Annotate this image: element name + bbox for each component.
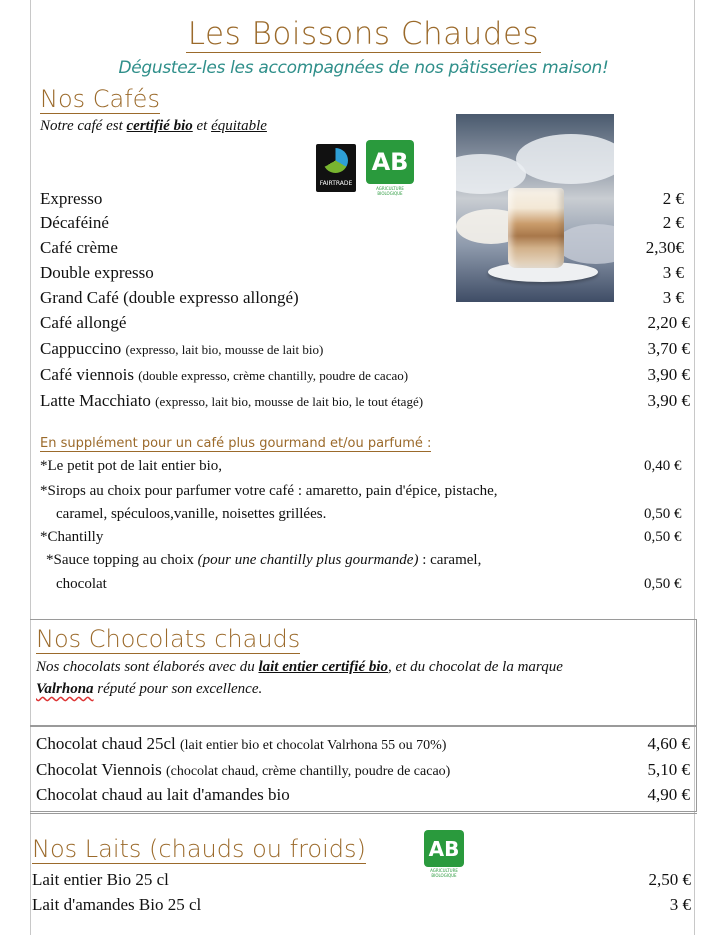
item-desc: (expresso, lait bio, mousse de lait bio, le tout étagé) bbox=[155, 394, 424, 409]
item-name: Expresso bbox=[40, 189, 103, 208]
menu-row bbox=[36, 734, 690, 758]
item-price: 2 € bbox=[662, 213, 684, 232]
chocolats-intro-bio: lait entier certifié bio bbox=[258, 659, 389, 675]
item-name bbox=[40, 339, 648, 359]
menu-row bbox=[40, 391, 690, 415]
chocolats-intro-c: , et du chocolat de la marque bbox=[388, 659, 563, 675]
supplement-line: chocolat bbox=[56, 576, 107, 592]
menu-title-text: Les Boissons Chaudes bbox=[187, 16, 540, 52]
supplement-text-b: (pour une chantilly plus gourmande) bbox=[197, 552, 419, 568]
item-name: Décaféiné bbox=[40, 213, 109, 232]
cafes-intro bbox=[40, 118, 267, 135]
cafes-heading bbox=[40, 85, 160, 113]
item-name-text: Cappuccino bbox=[40, 339, 122, 358]
supplements-heading-text: En supplément pour un café plus gourmand et/ou parfumé : bbox=[40, 436, 432, 451]
menu-row bbox=[40, 365, 690, 389]
supplement-line: *Chantilly bbox=[40, 529, 104, 545]
ab-organic-icon: AB bbox=[366, 140, 414, 184]
item-price: 3,70 € bbox=[647, 339, 690, 358]
item-name bbox=[40, 391, 648, 411]
menu-row bbox=[32, 870, 691, 894]
menu-row bbox=[40, 213, 684, 237]
item-name bbox=[36, 760, 648, 780]
menu-row bbox=[40, 263, 684, 287]
item-desc: (double expresso, crème chantilly, poudre de cacao) bbox=[138, 368, 409, 383]
item-price: 4,90 € bbox=[647, 785, 690, 804]
chocolats-intro-line1 bbox=[36, 659, 563, 676]
item-name: Lait d'amandes Bio 25 cl bbox=[32, 895, 202, 914]
item-name: Café allongé bbox=[40, 313, 127, 332]
item-desc: (chocolat chaud, crème chantilly, poudre de cacao) bbox=[165, 764, 451, 779]
item-name: Lait entier Bio 25 cl bbox=[32, 870, 169, 889]
ab-organic-small-text: AGRICULTURE BIOLOGIQUE bbox=[376, 186, 404, 196]
item-name-text: Café viennois bbox=[40, 365, 134, 384]
cafes-intro-a: Notre café est bbox=[40, 118, 127, 134]
menu-row bbox=[32, 895, 691, 919]
item-desc: (expresso, lait bio, mousse de lait bio) bbox=[125, 342, 324, 357]
item-desc: (lait entier bio et chocolat Valrhona 55 ou 70%) bbox=[180, 738, 447, 753]
fairtrade-label: FAIRTRADE bbox=[319, 180, 353, 187]
menu-row bbox=[40, 238, 684, 262]
supplements-heading bbox=[40, 436, 431, 451]
supplement-price: 0,50 € bbox=[644, 506, 682, 522]
supplement-price: 0,40 € bbox=[644, 458, 682, 474]
menu-row bbox=[40, 339, 690, 363]
item-price: 5,10 € bbox=[647, 760, 690, 779]
supplement-text-c: : caramel, bbox=[418, 552, 482, 568]
fairtrade-icon bbox=[323, 148, 348, 173]
chocolats-intro-a: Nos chocolats sont élaborés avec du bbox=[36, 659, 259, 675]
item-price: 3 € bbox=[662, 263, 684, 282]
chocolats-heading-text: Nos Chocolats chauds bbox=[36, 625, 301, 653]
item-price: 2,50 € bbox=[648, 870, 691, 889]
cafes-intro-c: et bbox=[192, 118, 212, 134]
laits-heading bbox=[32, 835, 366, 863]
menu-row bbox=[36, 760, 690, 784]
item-price: 2,30€ bbox=[645, 238, 684, 257]
item-price: 3 € bbox=[662, 288, 684, 307]
item-price: 4,60 € bbox=[647, 734, 690, 753]
item-name: Grand Café (double expresso allongé) bbox=[40, 288, 299, 307]
supplement-price: 0,50 € bbox=[644, 529, 682, 545]
menu-title bbox=[0, 16, 727, 52]
menu-row bbox=[36, 785, 690, 809]
item-name-text: Chocolat Viennois bbox=[36, 760, 162, 779]
supplement-line: *Le petit pot de lait entier bio, bbox=[40, 458, 223, 474]
item-name bbox=[36, 734, 648, 754]
menu-row bbox=[40, 189, 684, 213]
menu-row bbox=[40, 313, 690, 337]
chocolats-intro-brand: Valrhona bbox=[36, 681, 94, 697]
cafes-intro-bio: certifié bio bbox=[126, 118, 193, 134]
item-price: 3,90 € bbox=[647, 365, 690, 384]
item-price: 3,90 € bbox=[647, 391, 690, 410]
item-name: Chocolat chaud au lait d'amandes bio bbox=[36, 785, 290, 804]
chocolats-intro-e: réputé pour son excellence. bbox=[93, 681, 263, 697]
ab-organic-logo bbox=[366, 140, 414, 196]
supplement-price: 0,50 € bbox=[644, 576, 682, 592]
supplement-line: caramel, spéculoos,vanille, noisettes grillées. bbox=[56, 506, 327, 522]
cafes-heading-text: Nos Cafés bbox=[40, 85, 160, 113]
supplement-line bbox=[46, 552, 481, 569]
item-name-text: Latte Macchiato bbox=[40, 391, 151, 410]
fairtrade-logo bbox=[316, 144, 356, 192]
menu-subtitle: Dégustez-les les accompagnées de nos pâtisseries maison! bbox=[118, 58, 609, 78]
menu-row bbox=[40, 288, 684, 312]
item-name bbox=[40, 365, 648, 385]
supplement-line: *Sirops au choix pour parfumer votre café : amaretto, pain d'épice, pistache, bbox=[40, 483, 498, 499]
ab-organic-icon: AB bbox=[424, 830, 464, 867]
item-name: Café crème bbox=[40, 238, 118, 257]
laits-heading-text: Nos Laits (chauds ou froids) bbox=[32, 835, 366, 863]
chocolats-heading bbox=[36, 625, 300, 653]
item-name-text: Chocolat chaud 25cl bbox=[36, 734, 176, 753]
item-price: 3 € bbox=[669, 895, 691, 914]
item-price: 2 € bbox=[662, 189, 684, 208]
chocolats-intro-line2 bbox=[36, 681, 262, 698]
ab-organic-small-text: AGRICULTURE BIOLOGIQUE bbox=[430, 868, 458, 878]
cafes-intro-equitable: équitable bbox=[211, 118, 267, 134]
item-price: 2,20 € bbox=[647, 313, 690, 332]
supplement-text-a: *Sauce topping au choix bbox=[46, 552, 198, 568]
item-name: Double expresso bbox=[40, 263, 154, 282]
laits-box-top bbox=[30, 813, 697, 814]
